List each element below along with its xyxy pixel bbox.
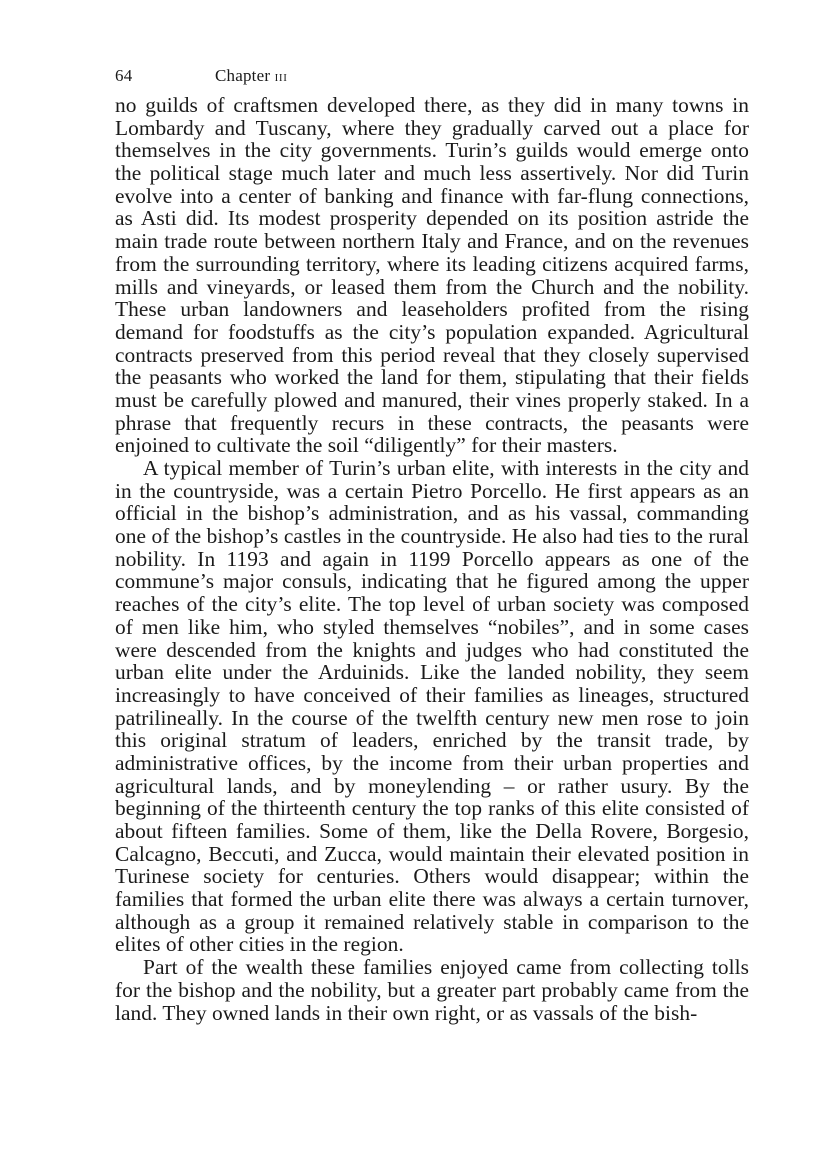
chapter-number: iii <box>274 68 288 85</box>
paragraph-continued: no guilds of craftsmen developed there, as they did in many towns in Lombardy and Tuscany, where they gradually carved out a place for themselves in the city governments. Turin’s guilds would emerge onto the political stage much later and much less assertively. Nor did Turin evolve into a center of banking and finance with far-flung connections, as Asti did. Its modest prosperity depended on its position astride the main trade route between northern Italy and France, and on the revenues from the surrounding territory, where its leading citizens acquired farms, mills and vineyards, or leased them from the Church and the nobility. These urban landowners and leaseholders profited from the rising demand for foodstuffs as the city’s population expanded. Agricultural contracts preserved from this period reveal that they closely supervised the peasants who worked the land for them, stipulating that their fields must be carefully plowed and manured, their vines properly staked. In a phrase that frequently recurs in these contracts, the peasants were enjoined to cultivate the soil “diligently” for their masters. <box>115 93 749 458</box>
page-number: 64 <box>115 66 133 85</box>
chapter-word: Chapter <box>215 66 271 85</box>
paragraph: Part of the wealth these families enjoyed came from collecting tolls for the bishop and the nobility, but a greater part probably came from the land. They owned lands in their own right, or as vassals of the bish- <box>115 955 749 1025</box>
body-text <box>115 94 749 1024</box>
running-header <box>115 64 749 94</box>
chapter-label <box>215 64 287 89</box>
book-page <box>115 64 749 1024</box>
paragraph: A typical member of Turin’s urban elite, with interests in the city and in the countryside, was a certain Pietro Porcello. He first appears as an official in the bishop’s administration, and as his vassal, commanding one of the bishop’s castles in the countryside. He also had ties to the rural nobility. In 1193 and again in 1199 Porcello appears as one of the commune’s major consuls, indicating that he figured among the upper reaches of the city’s elite. The top level of urban society was composed of men like him, who styled themselves “nobiles”, and in some cases were descended from the knights and judges who had constituted the urban elite under the Arduinids. Like the landed nobility, they seem increasingly to have conceived of their families as lineages, structured patrilineally. In the course of the twelfth century new men rose to join this original stratum of leaders, enriched by the transit trade, by administrative offices, by the income from their urban properties and agricultural lands, and by moneylending – or rather usury. By the beginning of the thirteenth century the top ranks of this elite consisted of about fifteen families. Some of them, like the Della Rovere, Borgesio, Calcagno, Beccuti, and Zucca, would maintain their elevated position in Turinese society for centuries. Others would disappear; within the families that formed the urban elite there was always a certain turnover, although as a group it remained relatively stable in comparison to the elites of other cities in the region. <box>115 456 749 957</box>
